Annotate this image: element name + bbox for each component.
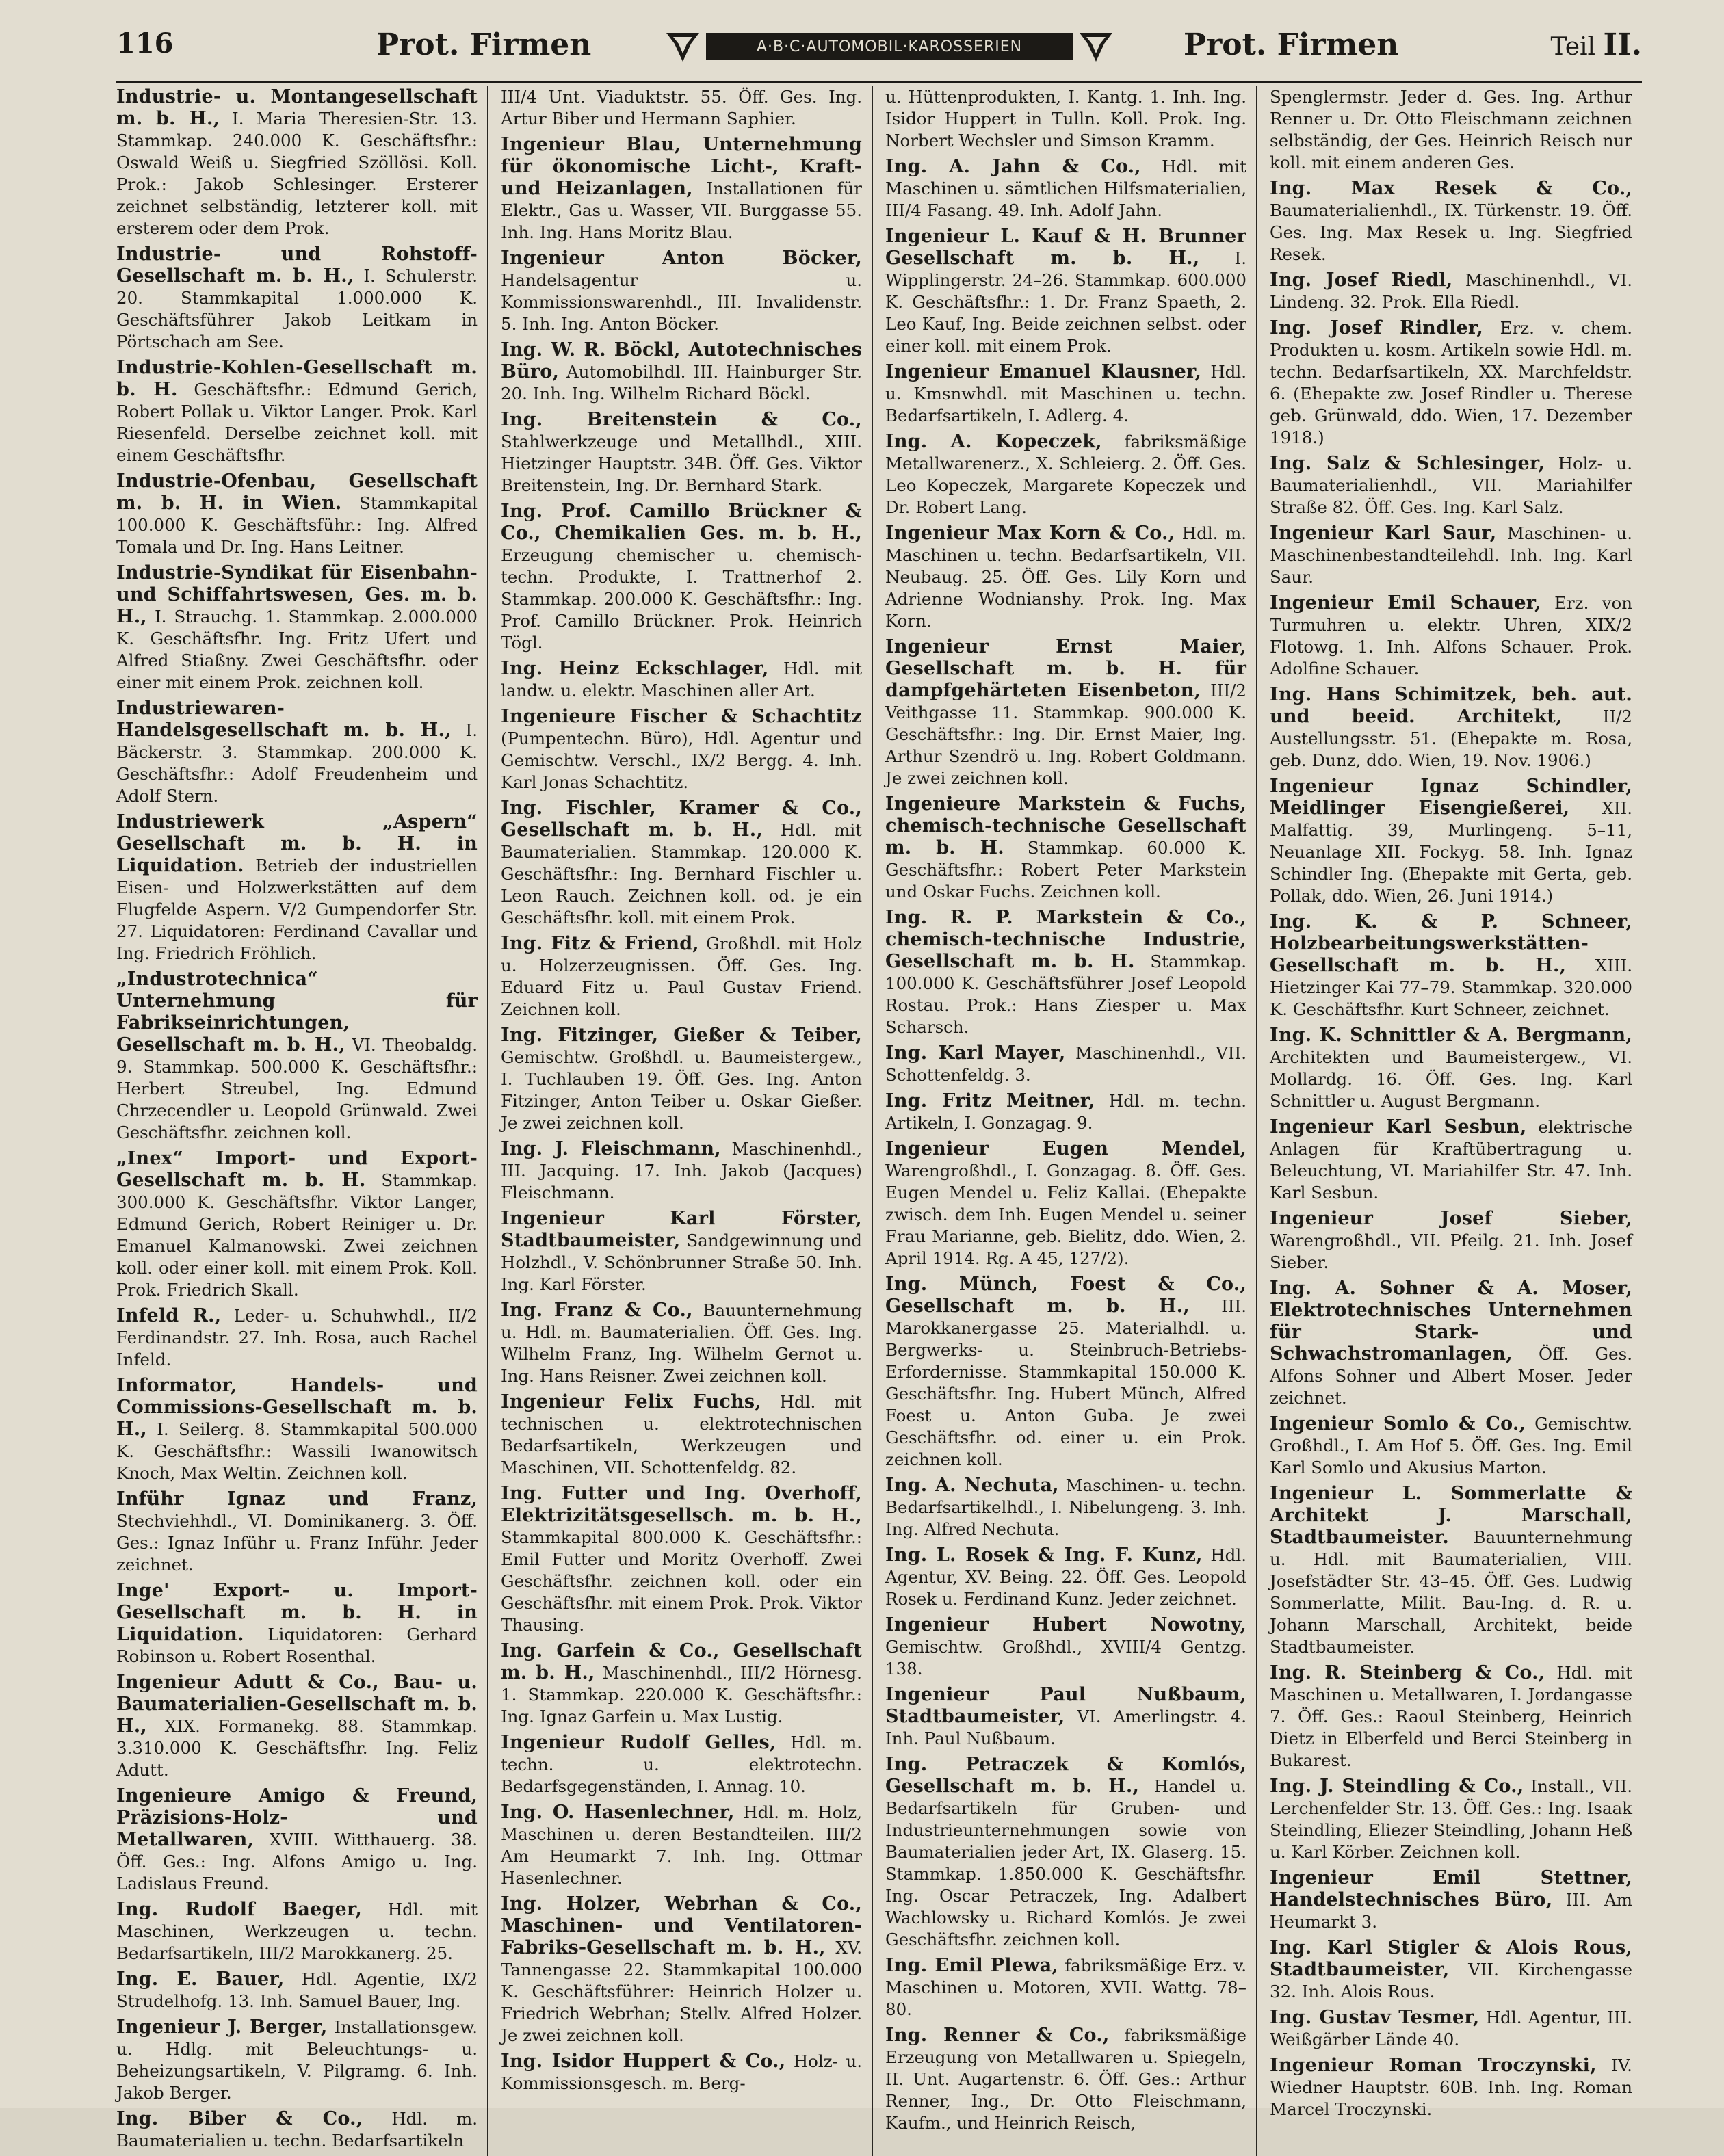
firm-name: Ingenieure Markstein & Fuchs, chemisch-technische Gesellschaft m. b. H. — [885, 793, 1246, 858]
firm-name: Ing. Isidor Huppert & Co., — [501, 2051, 786, 2072]
entry-details: III/2 Veithgasse 11. Stammkap. 900.000 K. Geschäftsfhr.: Ing. Dir. Ernst Maier, Ing. Arthur Szendrö u. Ing. Robert Goldmann. Je zwei zeichnen koll. — [885, 681, 1246, 788]
entry-details: XIX. Formanekg. 88. Stammkap. 3.310.000 K. Geschäftsfhr. Ing. Feliz Adutt. — [116, 1716, 478, 1780]
directory-entry — [116, 86, 478, 239]
firm-name: Ing. Josef Rindler, — [1270, 317, 1483, 339]
firm-name: Ingenieur Karl Sesbun, — [1270, 1116, 1527, 1138]
firm-name: Infeld R., — [116, 1305, 222, 1326]
firm-name: Ingenieur Roman Troczynski, — [1270, 2055, 1597, 2076]
entry-details: Hdl. u. Kmsnwhdl. mit Maschinen u. techn. Bedarfsartikeln, I. Adlerg. 4. — [885, 362, 1246, 425]
firm-name: Inführ Ignaz und Franz, — [116, 1488, 478, 1510]
directory-entry — [885, 2025, 1246, 2134]
firm-name: Industrie-Kohlen-Gesellschaft m. b. H. — [116, 357, 478, 400]
directory-entry — [1270, 2055, 1632, 2120]
entry-details: Sandgewinnung und Holzhdl., V. Schönbrunner Straße 50. Inh. Ing. Karl Förster. — [501, 1231, 862, 1294]
entry-details: (Pumpentechn. Büro), Hdl. Agentur und Gemischtw. Verschl., IX/2 Bergg. 4. Inh. Karl Jonas Schachtitz. — [501, 728, 862, 792]
entry-details: I. Seilerg. 8. Stammkapital 500.000 K. Geschäftsfhr.: Wassili Iwanowitsch Knoch, Max Weltin. Zeichnen koll. — [116, 1419, 478, 1483]
entry-details: Maschinen- u. Maschinenbestandteilehdl. Inh. Ing. Karl Saur. — [1270, 523, 1632, 587]
directory-entry — [501, 933, 862, 1021]
firm-name: Ingenieur J. Berger, — [116, 2016, 328, 2038]
firm-name: Ingenieur Emil Stettner, Handelstechnisches Büro, — [1270, 1867, 1632, 1910]
wing-emblem-icon — [1077, 29, 1115, 64]
directory-entry — [501, 706, 862, 793]
entry-details: Bauunternehmung u. Hdl. m. Baumaterialien. Öff. Ges. Ing. Wilhelm Franz, Ing. Wilhelm Gernot u. Ing. Hans Reisner. Zwei zeichnen koll. — [501, 1300, 862, 1386]
entry-details: Hdl. mit Baumaterialien. Stammkap. 120.000 K. Geschäftsfhr.: Ing. Bernhard Fischler u. Leon Rauch. Zeichnen koll. od. je ein Geschäftsfhr. koll. mit einem Prok. — [501, 820, 862, 928]
entry-details: Bauunternehmung u. Hdl. mit Baumaterialien, VIII. Josefstädter Str. 43–45. Öff. Ges. Ludwig Sommerlatte, Milit. Bau-Ing. d. R. u. Johann Marschall, Architekt, beide Stadtbaumeister. — [1270, 1527, 1632, 1657]
firm-name: Ingenieur Anton Böcker, — [501, 248, 862, 269]
entry-details: Maschinenhdl., III/2 Hörnesg. 1. Stammkap. 220.000 K. Geschäftsfhr.: Ing. Ignaz Garfein u. Max Lustig. — [501, 1663, 862, 1726]
directory-entry — [1270, 592, 1632, 680]
entry-details: Stammkapital 800.000 K. Geschäftsfhr.: Emil Futter und Moritz Overhoff. Zwei Geschäftsfhr. zeichnen koll. oder ein Geschäftsfhr. mit einem Prok. Prok. Viktor Thausing. — [501, 1527, 862, 1635]
directory-entry — [1270, 1867, 1632, 1933]
directory-entry — [501, 501, 862, 654]
firm-name: Ingenieur Eugen Mendel, — [885, 1138, 1246, 1159]
entry-details: Hdl. m. Baumaterialien u. techn. Bedarfsartikeln — [116, 2109, 478, 2151]
firm-name: Ing. Hans Schimitzek, beh. aut. und beeid. Architekt, — [1270, 684, 1632, 727]
firm-name: Ing. Gustav Tesmer, — [1270, 2007, 1480, 2028]
directory-entry — [885, 1090, 1246, 1134]
firm-name: Ingenieur Ernst Maier, Gesellschaft m. b. H. für dampfgehärteten Eisenbeton, — [885, 636, 1246, 701]
column-4 — [1270, 86, 1642, 2156]
firm-name: Informator, Handels- und Commissions-Gesellschaft m. b. H., — [116, 1375, 478, 1440]
firm-name: Ingenieur Hubert Nowotny, — [885, 1614, 1246, 1635]
firm-name: Ing. L. Rosek & Ing. F. Kunz, — [885, 1544, 1203, 1566]
firm-name: Ingenieur Karl Saur, — [1270, 523, 1497, 544]
entry-details: Hdl. Agentur, XV. Being. 22. Öff. Ges. Leopold Rosek u. Ferdinand Kunz. Jeder zeichnet. — [885, 1545, 1246, 1609]
directory-entry — [116, 562, 478, 694]
firm-name: Ing. Fischler, Kramer & Co., Gesellschaft m. b. H., — [501, 798, 862, 841]
entry-details: Holz- u. Baumaterialienhdl., VII. Mariahilfer Straße 82. Öff. Ges. Ing. Karl Salz. — [1270, 453, 1632, 517]
entry-details: Gemischtw. Großhdl. u. Baumeistergew., I. Tuchlauben 19. Öff. Ges. Ing. Anton Fitzinger, Anton Teiber u. Oskar Gießer. Je zwei zeichnen koll. — [501, 1047, 862, 1133]
firm-name: Ingenieur Adutt & Co., Bau- u. Baumaterialien-Gesellschaft m. b. H., — [116, 1672, 478, 1737]
entry-details: Hdl. Agentie, IX/2 Strudelhofg. 13. Inh. Samuel Bauer, Ing. — [116, 1969, 478, 2011]
firm-name: Ing. J. Fleischmann, — [501, 1138, 721, 1159]
entry-details: Architekten und Baumeistergew., VI. Mollardg. 16. Öff. Ges. Ing. Karl Schnittler u. August Bergmann. — [1270, 1047, 1632, 1111]
firm-name: Ing. Fritz Meitner, — [885, 1090, 1095, 1112]
firm-name: Ingenieur Somlo & Co., — [1270, 1413, 1526, 1434]
entry-details: Hdl. mit landw. u. elektr. Maschinen aller Art. — [501, 659, 862, 700]
directory-entry — [116, 811, 478, 964]
directory-entry — [885, 361, 1246, 427]
entry-details: Stammkap. 60.000 K. Geschäftsfhr.: Robert Peter Markstein und Oskar Fuchs. Zeichnen koll. — [885, 838, 1246, 902]
directory-entry — [885, 1544, 1246, 1610]
firm-name: Ing. Rudolf Baeger, — [116, 1899, 362, 1920]
directory-entry — [885, 1614, 1246, 1680]
directory-entry — [885, 907, 1246, 1038]
directory-entry — [501, 1208, 862, 1296]
firm-name: Ingenieur L. Kauf & H. Brunner Gesellschaft m. b. H., — [885, 226, 1246, 269]
firm-name: Ing. R. Steinberg & Co., — [1270, 1662, 1545, 1683]
directory-entry — [1270, 86, 1632, 174]
directory-entry — [116, 1375, 478, 1484]
listing-columns — [116, 86, 1642, 2151]
entry-details: Geschäftsfhr.: Edmund Gerich, Robert Pollak u. Viktor Langer. Prok. Karl Riesenfeld. Derselbe zeichnet koll. mit einem Geschäftsfhr. — [116, 380, 478, 465]
directory-entry — [501, 1802, 862, 1889]
entry-details: Maschinen- u. techn. Bedarfsartikelhdl., I. Nibelungeng. 3. Inh. Ing. Alfred Nechuta. — [885, 1475, 1247, 1539]
directory-entry — [501, 1138, 862, 1204]
firm-name: Ing. A. Nechuta, — [885, 1475, 1059, 1496]
firm-name: Ingenieure Amigo & Freund, Präzisions-Holz- und Metallwaren, — [116, 1785, 478, 1850]
entry-details: Maschinenhdl., VI. Lindeng. 32. Prok. Ella Riedl. — [1270, 270, 1632, 312]
entry-details: Betrieb der industriellen Eisen- und Holzwerkstätten auf dem Flugfelde Aspern. V/2 Gumpendorfer Str. 27. Liquidatoren: Ferdinand Cavallar und Ing. Friedrich Fröhlich. — [116, 856, 478, 963]
directory-entry — [501, 409, 862, 497]
entry-details: Stammkap. 100.000 K. Geschäftsführer Josef Leopold Rostau. Prok.: Hans Ziesper u. Max Scharsch. — [885, 951, 1246, 1037]
column-2 — [501, 86, 873, 2156]
firm-name: Ingenieur Ignaz Schindler, Meidlinger Eisengießerei, — [1270, 776, 1632, 819]
firm-name: Ing. Max Resek & Co., — [1270, 178, 1632, 199]
directory-entry — [116, 2016, 478, 2104]
entry-details: Hdl. m. Holz, Maschinen u. deren Bestandteilen. III/2 Am Heumarkt 7. Inh. Ing. Ottmar Hasenlechner. — [501, 1802, 862, 1888]
entry-details: Maschinenhdl., VII. Schottenfeldg. 3. — [885, 1043, 1246, 1085]
entry-details: fabriksmäßige Erz. v. Maschinen u. Motoren, XVII. Wattg. 78–80. — [885, 1956, 1246, 2019]
entry-details: Hdl. mit technischen u. elektrotechnischen Bedarfsartikeln, Werkzeugen und Maschinen, VII. Schottenfeldg. 82. — [501, 1392, 862, 1477]
directory-entry — [501, 2051, 862, 2094]
firm-name: Industrie- und Rohstoff-Gesellschaft m. b. H., — [116, 244, 478, 287]
directory-entry — [1270, 1025, 1632, 1112]
part-number: II. — [1603, 27, 1642, 62]
firm-name: Ingenieur Max Korn & Co., — [885, 523, 1175, 544]
directory-entry — [885, 86, 1246, 152]
firm-name: Inge' Export- u. Import-Gesellschaft m. b. H. in Liquidation. — [116, 1580, 478, 1645]
entry-details: Installationen für Elektr., Gas u. Wasser, VII. Burggasse 55. Inh. Ing. Hans Moritz Blau. — [501, 179, 862, 242]
header-rule — [116, 81, 1642, 83]
directory-entry — [1270, 1662, 1632, 1772]
directory-entry — [116, 1580, 478, 1668]
firm-name: Ing. K. Schnittler & A. Bergmann, — [1270, 1025, 1632, 1046]
entry-details: I. Wipplingerstr. 24–26. Stammkap. 600.000 K. Geschäftsfhr.: 1. Dr. Franz Spaeth, 2. Leo Kauf, Ing. Beide zeichnen selbst. oder einer koll. mit einem Prok. — [885, 248, 1246, 356]
firm-name: „Industrotechnica“ Unternehmung für Fabrikseinrichtungen, Gesellschaft m. b. H., — [116, 969, 478, 1055]
entry-details: XIII. Hietzinger Kai 77–79. Stammkap. 320.000 K. Geschäftsfhr. Kurt Schneer, zeichnet. — [1270, 956, 1633, 1019]
entry-details: Hdl. mit Maschinen u. sämtlichen Hilfsmaterialien, III/4 Fasang. 49. Inh. Adolf Jahn. — [885, 157, 1246, 220]
entry-details: Stechviehhdl., VI. Dominikanerg. 3. Öff. Ges.: Ignaz Inführ u. Franz Inführ. Jeder zeichnet. — [116, 1511, 478, 1575]
entry-details: Stammkapital 100.000 K. Geschäftsführ.: Ing. Alfred Tomala und Dr. Ing. Hans Leitner. — [116, 493, 478, 557]
directory-entry — [885, 1955, 1246, 2021]
entry-details: VII. Kirchengasse 32. Inh. Alois Rous. — [1270, 1960, 1632, 2001]
entry-details: I. Maria Theresien-Str. 13. Stammkap. 240.000 K. Geschäftsfhr.: Oswald Weiß u. Siegfried Szöllösi. Koll. Prok.: Jakob Schlesinger. Ersterer zeichnet selbständig, letzterer koll. mit ersterem oder dem Prok. — [116, 109, 478, 238]
firm-name: Ing. Renner & Co., — [885, 2025, 1110, 2046]
directory-entry — [501, 1732, 862, 1798]
directory-entry — [885, 156, 1246, 222]
entry-details: Erz. v. chem. Produkten u. kosm. Artikeln sowie Hdl. m. techn. Bedarfsartikeln, XX. Marchfeldstr. 6. (Ehepakte zw. Josef Rindler u. Therese geb. Grünwald, ddo. Wien, 17. Dezember 1918.) — [1270, 318, 1632, 447]
entry-details: III/4 Unt. Viaduktstr. 55. Öff. Ges. Ing. Artur Biber und Hermann Saphier. — [501, 87, 862, 129]
entry-details: I. Strauchg. 1. Stammkap. 2.000.000 K. Geschäftsfhr. Ing. Fritz Ufert und Alfred Stiaßny. Zwei Geschäftsfhr. oder einer mit einem Prok. zeichnen koll. — [116, 607, 478, 692]
directory-entry — [116, 1305, 478, 1371]
entry-details: fabriksmäßige Erzeugung von Metallwaren u. Spiegeln, II. Unt. Augartenstr. 6. Öff. Ges.: Arthur Renner, Ing., Dr. Otto Fleischmann, Kaufm., und Heinrich Reisch, — [885, 2025, 1246, 2133]
firm-name: Ing. O. Hasenlechner, — [501, 1802, 735, 1823]
directory-entry — [116, 1488, 478, 1576]
entry-details: Handelsagentur u. Kommissionswarenhdl., III. Invalidenstr. 5. Inh. Ing. Anton Böcker. — [501, 270, 862, 334]
entry-details: Gemischtw. Großhdl., XVIII/4 Gentzg. 138. — [885, 1637, 1246, 1679]
entry-details: II/2 Austellungsstr. 51. (Ehepakte m. Rosa, geb. Dunz, ddo. Wien, 19. Nov. 1906.) — [1270, 707, 1632, 770]
firm-name: Ing. E. Bauer, — [116, 1969, 285, 1990]
entry-details: Liquidatoren: Gerhard Robinson u. Robert Rosenthal. — [116, 1625, 478, 1666]
directory-entry — [885, 431, 1246, 518]
entry-details: Hdl. mit Maschinen, Werkzeugen u. techn. Bedarfsartikeln, III/2 Marokkanerg. 25. — [116, 1899, 478, 1963]
directory-entry — [1270, 1413, 1632, 1479]
directory-entry — [1270, 776, 1632, 907]
firm-name: Ingenieure Fischer & Schachtitz — [501, 706, 862, 727]
directory-entry — [885, 523, 1246, 632]
entry-details: Hdl. m. techn. u. elektrotechn. Bedarfsgegenständen, I. Annag. 10. — [501, 1733, 862, 1796]
wing-emblem-icon — [664, 29, 702, 64]
page-header — [116, 21, 1642, 75]
entry-details: XII. Malfattig. 39, Murlingeng. 5–11, Neuanlage XII. Fockyg. 58. Inh. Ignaz Schindler Ing. (Ehepakte mit Gerta, geb. Pollak, ddo. Wien, 26. Juni 1914.) — [1270, 798, 1632, 906]
entry-details: Großhdl. mit Holz u. Holzerzeugnissen. Öff. Ges. Ing. Eduard Fitz u. Paul Gustav Friend. Zeichnen koll. — [501, 934, 862, 1019]
directory-entry — [116, 1785, 478, 1895]
page-number: 116 — [116, 27, 174, 60]
firm-name: Ing. Petraczek & Komlós, Gesellschaft m. b. H., — [885, 1754, 1246, 1797]
entry-details: Warengroßhdl., VII. Pfeilg. 21. Inh. Josef Sieber. — [1270, 1231, 1632, 1272]
directory-entry — [1270, 911, 1632, 1021]
directory-entry — [1270, 1937, 1632, 2003]
entry-details: Installationsgew. u. Hdlg. mit Beleuchtungs- u. Beheizungsartikeln, V. Pilgramg. 6. Inh. Jakob Berger. — [116, 2017, 478, 2103]
firm-name: Ing. Salz & Schlesinger, — [1270, 453, 1545, 474]
directory-entry — [501, 1483, 862, 1636]
entry-details: I. Schulerstr. 20. Stammkapital 1.000.000 K. Geschäftsführer Jakob Leitkam in Pörtschach am See. — [116, 266, 478, 352]
entry-details: Gemischtw. Großhdl., I. Am Hof 5. Öff. Ges. Ing. Emil Karl Somlo und Akusius Marton. — [1270, 1414, 1632, 1477]
entry-details: fabriksmäßige Metallwarenerz., X. Schleierg. 2. Öff. Ges. Leo Kopeczek, Margarete Kopeczek und Dr. Robert Lang. — [885, 432, 1246, 517]
directory-entry — [116, 1899, 478, 1964]
directory-entry — [501, 1391, 862, 1479]
directory-entry — [116, 244, 478, 353]
entry-details: IV. Wiedner Hauptstr. 60B. Inh. Ing. Roman Marcel Troczynski. — [1270, 2055, 1632, 2119]
firm-name: Ing. A. Sohner & A. Moser, Elektrotechnisches Unternehmen für Stark- und Schwachstromanlagen, — [1270, 1278, 1632, 1365]
firm-name: Ingenieur Blau, Unternehmung für ökonomische Licht-, Kraft- und Heizanlagen, — [501, 134, 862, 199]
firm-name: Ing. Futter und Ing. Overhoff, Elektrizitätsgesellsch. m. b. H., — [501, 1483, 862, 1526]
entry-details: Baumaterialienhdl., IX. Türkenstr. 19. Öff. Ges. Ing. Max Resek u. Ing. Siegfried Resek. — [1270, 200, 1632, 264]
directory-entry — [116, 357, 478, 466]
directory-entry — [501, 1893, 862, 2047]
firm-name: Industrie- u. Montangesellschaft m. b. H., — [116, 86, 478, 129]
directory-entry — [885, 636, 1246, 789]
firm-name: Ing. A. Kopeczek, — [885, 431, 1102, 452]
column-1 — [116, 86, 488, 2156]
directory-entry — [116, 969, 478, 1144]
firm-name: Ingenieur Rudolf Gelles, — [501, 1732, 776, 1753]
directory-entry — [116, 1148, 478, 1301]
firm-name: Ing. Josef Riedl, — [1270, 270, 1453, 291]
directory-entry — [501, 86, 862, 130]
firm-name: Ing. Münch, Foest & Co., Gesellschaft m. b. H., — [885, 1274, 1246, 1317]
directory-entry — [116, 2108, 478, 2152]
firm-name: Ing. R. P. Markstein & Co., chemisch-technische Industrie, Gesellschaft m. b. H. — [885, 907, 1246, 972]
directory-entry — [1270, 1116, 1632, 1204]
directory-entry — [116, 1969, 478, 2012]
firm-name: Ingenieur Paul Nußbaum, Stadtbaumeister, — [885, 1684, 1246, 1727]
entry-details: Warengroßhdl., I. Gonzagag. 8. Öff. Ges. Eugen Mendel u. Feliz Kallai. (Ehepakte zwisch. dem Inh. Eugen Mendel u. seiner Frau Marianne, geb. Bielitz, ddo. Wien, 2. April 1914. Rg. A 45, 127/2). — [885, 1161, 1246, 1268]
entry-details: Install., VII. Lerchenfelder Str. 13. Öff. Ges.: Ing. Isaak Steindling, Eliezer Steindling, Johann Heß u. Karl Körber. Zeichnen koll. — [1270, 1776, 1633, 1862]
firm-name: Ingenieur Emil Schauer, — [1270, 592, 1541, 614]
directory-entry — [1270, 270, 1632, 313]
directory-entry — [116, 471, 478, 558]
directory-entry — [1270, 1483, 1632, 1658]
firm-name: Ing. W. R. Böckl, Autotechnisches Büro, — [501, 339, 862, 382]
directory-entry — [1270, 453, 1632, 518]
directory-entry — [1270, 317, 1632, 449]
firm-name: „Inex“ Import- und Export-Gesellschaft m. b. H. — [116, 1148, 478, 1191]
part-label — [1551, 27, 1643, 62]
entry-details: Leder- u. Schuhwhdl., II/2 Ferdinandstr. 27. Inh. Rosa, auch Rachel Infeld. — [116, 1306, 478, 1369]
entry-details: Handel u. Bedarfsartikeln für Gruben- und Industrieunternehmungen sowie von Baumaterialien jeder Art, IX. Glaserg. 15. Stammkap. 1.850.000 K. Geschäftsfhr. Ing. Oscar Petraczek, Ing. Adalbert Wachlowsky u. Richard Komlós. Je zwei Geschäftsfhr. zeichnen koll. — [885, 1776, 1247, 1949]
section-title-right: Prot. Firmen — [1184, 27, 1399, 62]
directory-entry — [501, 658, 862, 702]
directory-entry — [1270, 1776, 1632, 1863]
entry-details: Hdl. m. techn. Artikeln, I. Gonzagag. 9. — [885, 1091, 1246, 1133]
directory-entry — [501, 339, 862, 405]
directory-entry — [1270, 2007, 1632, 2051]
firm-name: Ing. Fitzinger, Gießer & Teiber, — [501, 1025, 862, 1046]
directory-entry — [885, 793, 1246, 903]
entry-details: Holz- u. Kommissionsgesch. m. Berg- — [501, 2051, 863, 2093]
firm-name: Industriewerk „Aspern“ Gesellschaft m. b. H. in Liquidation. — [116, 811, 478, 876]
entry-details: III. Am Heumarkt 3. — [1270, 1890, 1632, 1932]
firm-name: Industrie-Ofenbau, Gesellschaft m. b. H. in Wien. — [116, 471, 478, 514]
directory-entry — [116, 1672, 478, 1781]
firm-name: Ing. Karl Stigler & Alois Rous, Stadtbaumeister, — [1270, 1937, 1632, 1980]
directory-entry — [885, 226, 1246, 357]
entry-details: Erzeugung chemischer u. chemisch-techn. Produkte, I. Trattnerhof 2. Stammkap. 200.000 K. Geschäftsfhr.: Ing. Prof. Camillo Brückner. Prok. Heinrich Tögl. — [501, 545, 862, 653]
entry-details: Hdl. Agentur, III. Weißgärber Lände 40. — [1270, 2008, 1632, 2049]
firm-name: Ing. Prof. Camillo Brückner & Co., Chemikalien Ges. m. b. H., — [501, 501, 862, 544]
firm-name: Ing. Fitz & Friend, — [501, 933, 699, 954]
firm-name: Ing. Heinz Eckschlager, — [501, 658, 769, 679]
directory-entry — [501, 248, 862, 335]
section-title-left: Prot. Firmen — [376, 27, 592, 62]
firm-name: Industrie-Syndikat für Eisenbahn- und Schiffahrtswesen, Ges. m. b. H., — [116, 562, 478, 627]
directory-entry — [885, 1138, 1246, 1270]
firm-name: Ing. J. Steindling & Co., — [1270, 1776, 1524, 1797]
firm-name: Ing. Emil Plewa, — [885, 1955, 1058, 1976]
firm-name: Ingenieur L. Sommerlatte & Architekt J. Marschall, Stadtbaumeister. — [1270, 1483, 1632, 1548]
part-label-text: Teil — [1550, 33, 1596, 61]
column-3 — [885, 86, 1257, 2156]
directory-entry — [501, 134, 862, 244]
directory-entry — [116, 698, 478, 807]
entry-details: Automobilhdl. III. Hainburger Str. 20. Inh. Ing. Wilhelm Richard Böckl. — [501, 362, 862, 404]
directory-entry — [885, 1475, 1246, 1540]
firm-name: Ingenieur Felix Fuchs, — [501, 1391, 761, 1412]
entry-details: Hdl. mit Maschinen u. Metallwaren, I. Jordangasse 7. Öff. Ges.: Raoul Steinberg, Heinrich Dietz in Elberfeld und Berci Steinberg in Bukarest. — [1270, 1663, 1632, 1770]
directory-entry — [885, 1042, 1246, 1086]
entry-details: Erz. von Turmuhren u. elektr. Uhren, XIX/2 Flotowg. 1. Inh. Alfons Schauer. Prok. Adolfine Schauer. — [1270, 593, 1632, 679]
entry-details: III. Marokkanergasse 25. Materialhdl. u. Bergwerks- u. Steinbruch-Betriebs-Erfordernisse. Stammkapital 150.000 K. Geschäftsfhr. Ing. Hubert Münch, Alfred Foest u. Anton Guba. Je zwei Geschäftsfhr. od. einer u. ein Prok. zeichnen koll. — [885, 1296, 1247, 1469]
entry-details: Stahlwerkzeuge und Metallhdl., XIII. Hietzinger Hauptstr. 34B. Öff. Ges. Viktor Breitenstein, Ing. Dr. Bernhard Stark. — [501, 432, 862, 495]
entry-details: VI. Amerlingstr. 4. Inh. Paul Nußbaum. — [885, 1707, 1246, 1748]
firm-name: Ing. A. Jahn & Co., — [885, 156, 1141, 177]
directory-entry — [501, 1300, 862, 1387]
entry-details: VI. Theobaldg. 9. Stammkap. 500.000 K. Geschäftsfhr.: Herbert Streubel, Ing. Edmund Chrzecendler u. Leopold Grünwald. Zwei Geschäftsfhr. zeichnen koll. — [116, 1035, 478, 1142]
directory-entry — [1270, 1278, 1632, 1409]
firm-name: Ingenieur Josef Sieber, — [1270, 1208, 1632, 1229]
entry-details: Spenglermstr. Jeder d. Ges. Ing. Arthur Renner u. Dr. Otto Fleischmann zeichnen selbständig, der Ges. Heinrich Reisch nur koll. mit einem anderen Ges. — [1270, 87, 1632, 172]
directory-entry — [1270, 178, 1632, 265]
entry-details: elektrische Anlagen für Kraftübertragung u. Beleuchtung, VI. Mariahilfer Str. 47. Inh. Karl Sesbun. — [1270, 1117, 1632, 1202]
firm-name: Ing. Biber & Co., — [116, 2108, 363, 2129]
firm-name: Ing. Garfein & Co., Gesellschaft m. b. H., — [501, 1640, 862, 1683]
entry-details: Hdl. m. Maschinen u. techn. Bedarfsartikeln, VII. Neubaug. 25. Öff. Ges. Lily Korn und Adrienne Wodnianshy. Prok. Ing. Max Korn. — [885, 523, 1246, 631]
entry-details: Stammkap. 300.000 K. Geschäftsfhr. Viktor Langer, Edmund Gerich, Robert Reiniger u. Dr. Emanuel Kalmanowski. Zwei zeichnen koll. oder einer koll. mit einem Prok. Koll. Prok. Friedrich Skall. — [116, 1170, 478, 1300]
firm-name: Ing. Breitenstein & Co., — [501, 409, 862, 430]
directory-entry — [885, 1754, 1246, 1951]
logo-text: A·B·C·AUTOMOBIL·KAROSSERIEN — [706, 33, 1073, 60]
directory-entry — [885, 1684, 1246, 1750]
directory-entry — [1270, 684, 1632, 772]
firm-name: Ing. Franz & Co., — [501, 1300, 693, 1321]
firm-name: Ingenieur Karl Förster, Stadtbaumeister, — [501, 1208, 862, 1251]
firm-name: Ingenieur Emanuel Klausner, — [885, 361, 1202, 382]
header-logo — [664, 25, 1115, 68]
firm-name: Industriewaren-Handelsgesellschaft m. b. H., — [116, 698, 452, 741]
directory-entry — [1270, 523, 1632, 588]
directory-entry — [501, 1640, 862, 1728]
entry-details: Öff. Ges. Alfons Sohner und Albert Moser. Jeder zeichnet. — [1270, 1344, 1632, 1408]
firm-name: Ing. K. & P. Schneer, Holzbearbeitungswerkstätten-Gesellschaft m. b. H., — [1270, 911, 1632, 976]
entry-details: XV. Tannengasse 22. Stammkapital 100.000 K. Geschäftsführer: Heinrich Holzer u. Friedrich Webrhan; Stellv. Alfred Holzer. Je zwei zeichnen koll. — [501, 1938, 862, 2045]
firm-name: Ing. Holzer, Webrhan & Co., Maschinen- und Ventilatoren-Fabriks-Gesellschaft m. b. H., — [501, 1893, 862, 1958]
directory-entry — [501, 798, 862, 929]
firm-name: Ing. Karl Mayer, — [885, 1042, 1066, 1064]
entry-details: XVIII. Witthauerg. 38. Öff. Ges.: Ing. Alfons Amigo u. Ing. Ladislaus Freund. — [116, 1830, 478, 1893]
entry-details: u. Hüttenprodukten, I. Kantg. 1. Inh. Ing. Isidor Huppert in Tulln. Koll. Prok. Ing. Norbert Wechsler und Simson Kramm. — [885, 87, 1246, 150]
directory-entry — [501, 1025, 862, 1134]
directory-entry — [885, 1274, 1246, 1471]
directory-entry — [1270, 1208, 1632, 1274]
entry-details: Maschinenhdl., III. Jacquing. 17. Inh. Jakob (Jacques) Fleischmann. — [501, 1139, 862, 1202]
entry-details: I. Bäckerstr. 3. Stammkap. 200.000 K. Geschäftsfhr.: Adolf Freudenheim und Adolf Stern. — [116, 720, 478, 806]
